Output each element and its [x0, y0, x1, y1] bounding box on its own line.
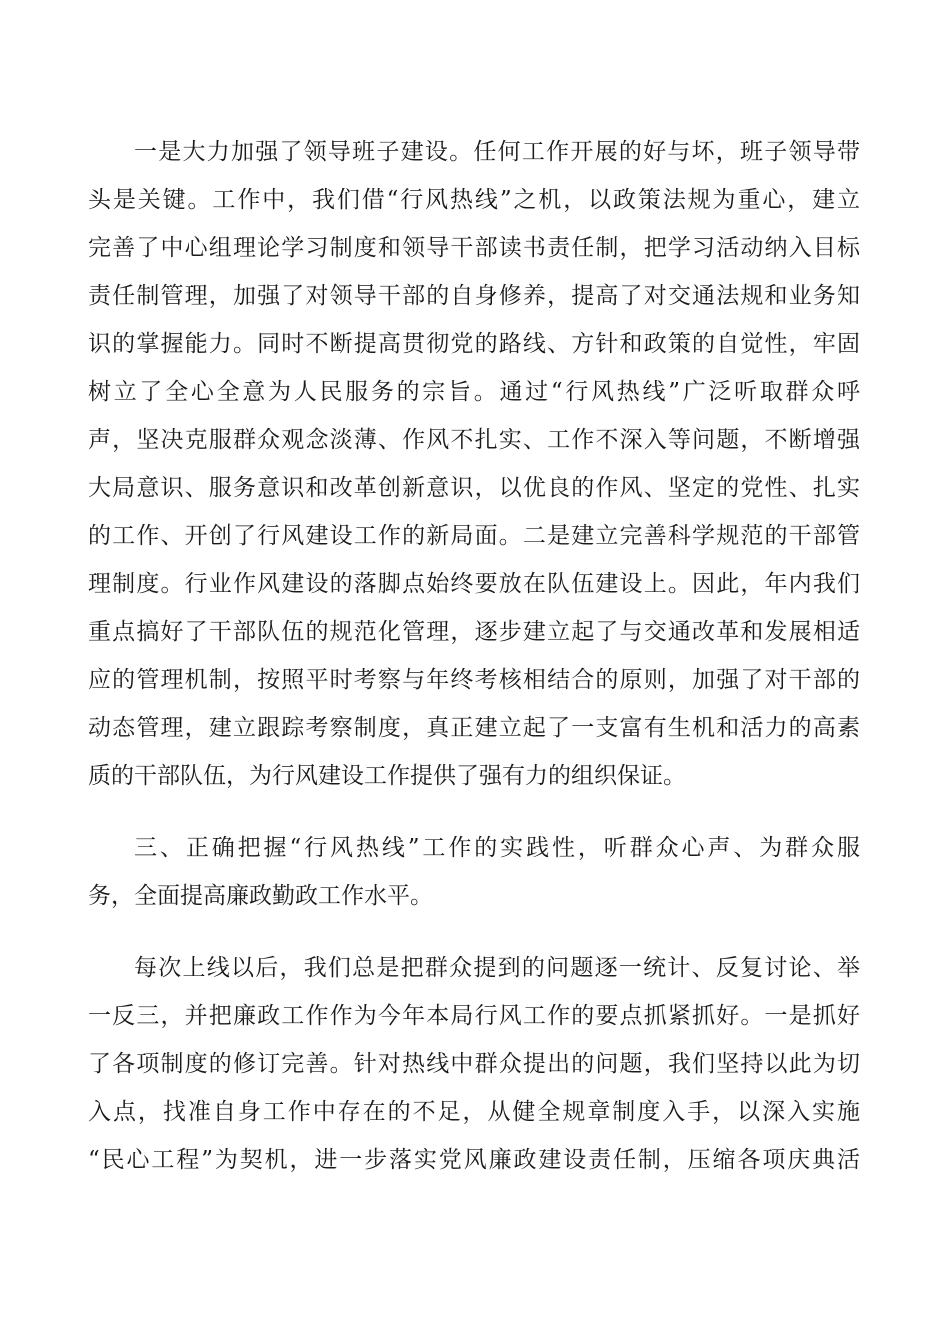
- paragraph-1-line-6: 树立了全心全意为人民服务的宗旨。通过“行风热线”广泛听取群众呼: [88, 379, 860, 405]
- paragraph-3-line-2: 一反三，并把廉政工作作为今年本局行风工作的要点抓紧抓好。一是抓好: [88, 1003, 860, 1029]
- section-heading-line-1: 三、正确把握“行风热线”工作的实践性，听群众心声、为群众服: [134, 835, 860, 861]
- paragraph-1-line-11: 重点搞好了干部队伍的规范化管理，逐步建立起了与交通改革和发展相适: [88, 619, 860, 645]
- paragraph-3-line-3: 了各项制度的修订完善。针对热线中群众提出的问题，我们坚持以此为切: [88, 1051, 860, 1077]
- paragraph-1-line-13: 动态管理，建立跟踪考察制度，真正建立起了一支富有生机和活力的高素: [88, 715, 860, 741]
- paragraph-3-line-4: 入点，找准自身工作中存在的不足，从健全规章制度入手，以深入实施: [88, 1099, 860, 1125]
- paragraph-1-line-14: 质的干部队伍，为行风建设工作提供了强有力的组织保证。: [88, 763, 686, 789]
- section-heading-line-2: 务，全面提高廉政勤政工作水平。: [88, 883, 433, 909]
- paragraph-1-line-4: 责任制管理，加强了对领导干部的自身修养，提高了对交通法规和业务知: [88, 283, 860, 309]
- paragraph-1-line-9: 的工作、开创了行风建设工作的新局面。二是建立完善科学规范的干部管: [88, 523, 860, 549]
- paragraph-1-line-8: 大局意识、服务意识和改革创新意识，以优良的作风、坚定的党性、扎实: [88, 475, 860, 501]
- paragraph-1-line-1: 一是大力加强了领导班子建设。任何工作开展的好与坏，班子领导带: [134, 139, 860, 165]
- paragraph-1-line-2: 头是关键。工作中，我们借“行风热线”之机，以政策法规为重心，建立: [88, 187, 860, 213]
- paragraph-1-line-3: 完善了中心组理论学习制度和领导干部读书责任制，把学习活动纳入目标: [88, 235, 860, 261]
- paragraph-1-line-5: 识的掌握能力。同时不断提高贯彻党的路线、方针和政策的自觉性，牢固: [88, 331, 860, 357]
- paragraph-1-line-10: 理制度。行业作风建设的落脚点始终要放在队伍建设上。因此，年内我们: [88, 571, 860, 597]
- paragraph-3-line-1: 每次上线以后，我们总是把群众提到的问题逐一统计、反复讨论、举: [134, 955, 860, 981]
- paragraph-1-line-12: 应的管理机制，按照平时考察与年终考核相结合的原则，加强了对干部的: [88, 667, 860, 693]
- paragraph-1-line-7: 声，坚决克服群众观念淡薄、作风不扎实、工作不深入等问题，不断增强: [88, 427, 860, 453]
- paragraph-3-line-5: “民心工程”为契机，进一步落实党风廉政建设责任制，压缩各项庆典活: [88, 1147, 860, 1173]
